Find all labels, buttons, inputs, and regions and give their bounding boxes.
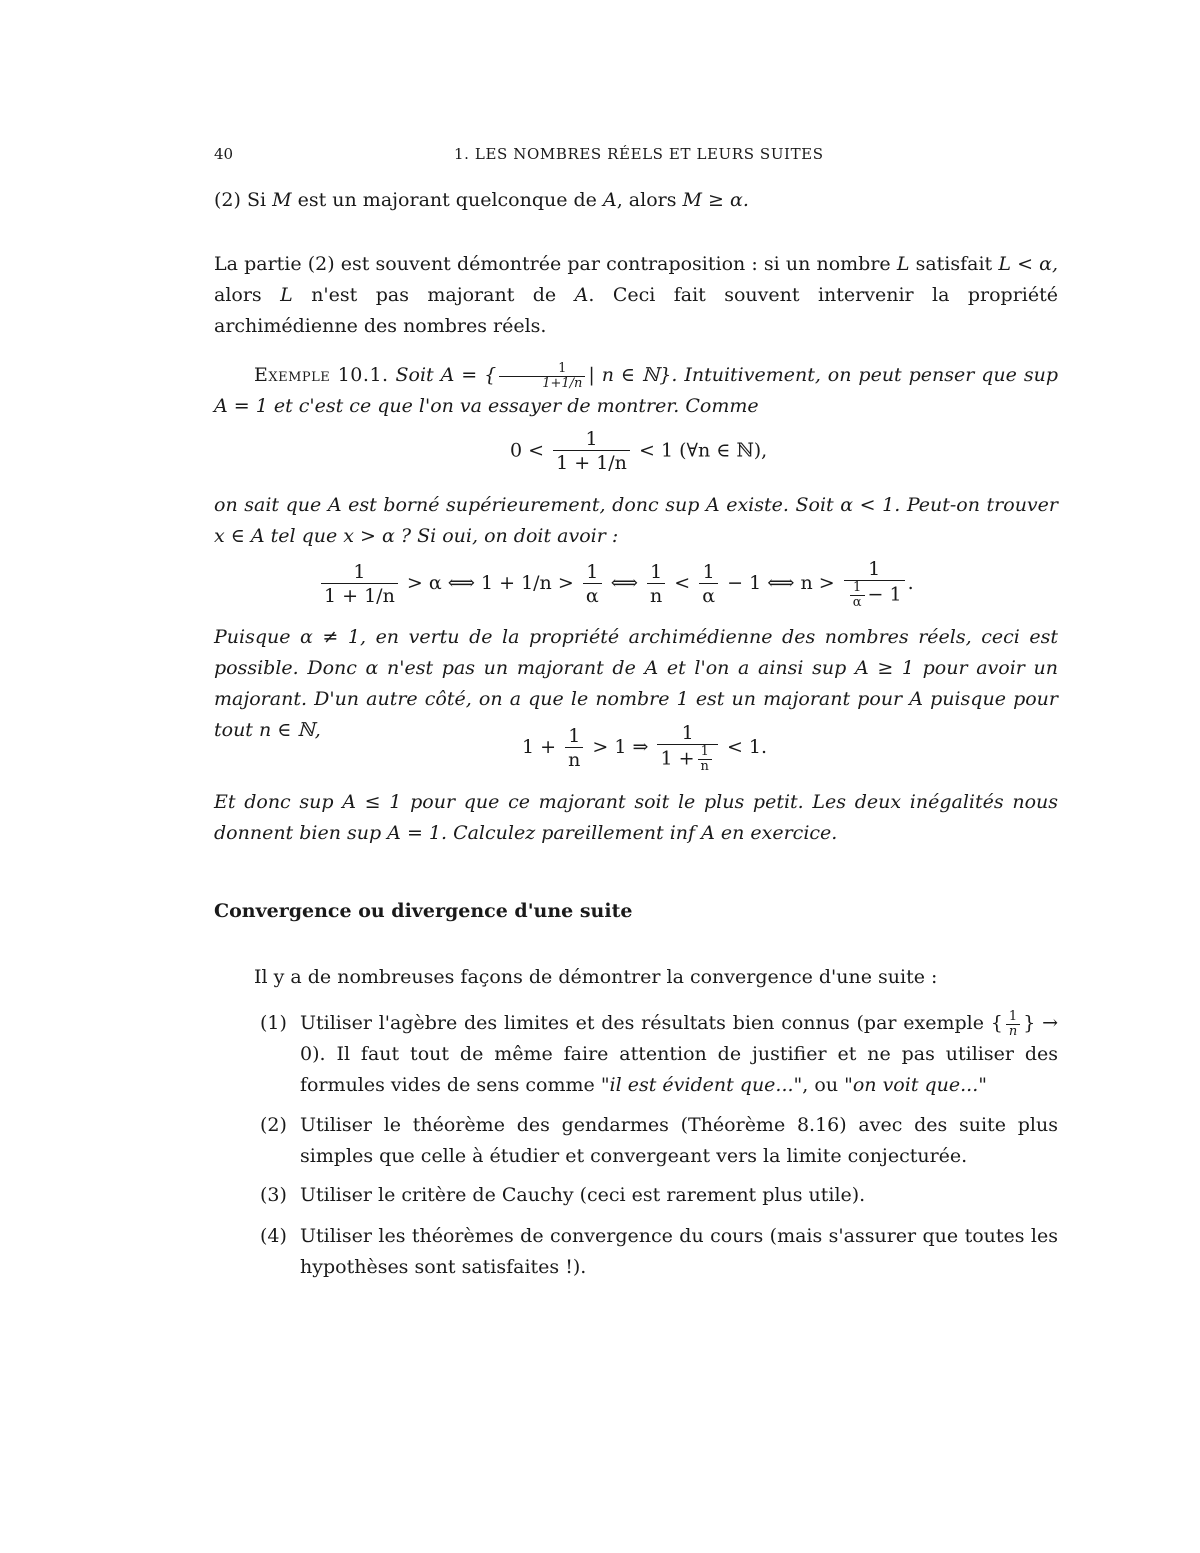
disp2-f1-den: 1 + 1/n xyxy=(321,583,398,608)
math-L: L xyxy=(896,253,910,275)
example-intro xyxy=(214,360,1058,422)
disp2-f5-den-rest: − 1 xyxy=(867,583,902,606)
item1-frac-num: 1 xyxy=(1008,1008,1018,1024)
disp2-f2-num: 1 xyxy=(586,560,599,583)
disp1-numerator: 1 xyxy=(585,428,598,450)
list-item-number: (3) xyxy=(260,1184,287,1206)
para-text-1: La partie (2) est souvent démontrée par contraposition : si un nombre xyxy=(214,253,891,275)
disp3-f2-inner-den: n xyxy=(698,759,712,774)
item1-quote-1: "il est évident que..." xyxy=(600,1074,803,1096)
list-item-text: Utiliser le critère de Cauchy (ceci est rarement plus utile). xyxy=(300,1184,866,1206)
example-text-1: Intuitivement, on peut penser que xyxy=(684,364,1017,386)
disp2-end: . xyxy=(907,572,914,594)
item1-text-a: Utiliser l'agèbre des limites et des résultats bien connus (par exemple { xyxy=(300,1012,1003,1034)
disp2-f4-num: 1 xyxy=(702,560,715,583)
disp3-left: 1 + xyxy=(522,736,557,758)
disp3-right: < 1. xyxy=(726,736,768,758)
disp2-f3-den: n xyxy=(647,583,665,608)
disp2-f3-num: 1 xyxy=(650,560,663,583)
math-inequality: L < α, xyxy=(998,253,1059,275)
list-item xyxy=(214,1008,1058,1101)
disp3-f2-inner-fraction xyxy=(698,745,712,774)
disp2-f5-inner-den: α xyxy=(850,595,865,610)
math-M: M xyxy=(272,189,292,211)
disp3-f2-den-pre: 1 + xyxy=(660,747,695,770)
inline-fraction xyxy=(499,362,585,391)
disp2-f2-den: α xyxy=(583,583,602,608)
disp3-fraction-1 xyxy=(565,725,583,772)
list-item xyxy=(214,1110,1058,1172)
fraction-denominator: 1+1/n xyxy=(499,376,585,391)
item1-frac-den: n xyxy=(1006,1024,1020,1039)
para-text-2: satisfait xyxy=(915,253,993,275)
math-L-2: L xyxy=(280,284,293,306)
running-title: 1. LES NOMBRES RÉELS ET LEURS SUITES xyxy=(454,145,824,163)
disp3-f1-num: 1 xyxy=(568,724,581,747)
list-item xyxy=(214,1221,1058,1283)
disp2-fraction-3 xyxy=(647,561,665,608)
math-A: A xyxy=(602,189,617,211)
math-set-open: A = { xyxy=(440,364,497,386)
disp3-f2-den xyxy=(657,744,717,774)
disp2-s2: ⟺ xyxy=(610,572,638,594)
para-text-3: alors xyxy=(214,284,262,306)
item1-fraction xyxy=(1006,1010,1020,1039)
fraction-numerator: 1 xyxy=(558,360,567,376)
paragraph-contraposition xyxy=(214,249,1058,342)
item1-quote-2: "on voit que..." xyxy=(844,1074,987,1096)
example-label: Exemple 10.1. xyxy=(254,364,389,386)
list-item-text: Utiliser le théorème des gendarmes (Théorème 8.16) avec des suite plus simples que celle à étudier et convergeant vers la limite conjecturée. xyxy=(300,1114,1058,1167)
list-item xyxy=(214,1180,1058,1211)
item-2-line xyxy=(214,185,749,216)
list-item-number: (4) xyxy=(260,1225,287,1247)
disp3-f1-den: n xyxy=(565,747,583,772)
disp2-fraction-2 xyxy=(583,561,602,608)
disp3-mid: > 1 ⇒ xyxy=(592,736,649,758)
disp1-left: 0 < xyxy=(510,439,545,462)
disp1-fraction xyxy=(553,428,630,475)
item-2-label: (2) xyxy=(214,189,241,211)
disp2-fraction-4 xyxy=(699,561,718,608)
disp3-fraction-2 xyxy=(657,722,717,774)
disp3-f2-inner-num: 1 xyxy=(700,744,709,759)
example-text-5: Et donc sup A ≤ 1 pour que ce majorant soit le plus petit. Les deux inégalités nous donnent bien sup A = 1. Calculez pareillement inf A en exercice. xyxy=(214,791,1058,844)
section-intro: Il y a de nombreuses façons de démontrer la convergence d'une suite : xyxy=(254,966,938,988)
math-relation: M ≥ α. xyxy=(682,189,749,211)
item1-text-b: } → 0). Il faut tout de même faire attention de justifier et ne pas utiliser des formules vides de sens comme xyxy=(300,1012,1058,1096)
display-equation-2 xyxy=(318,558,914,610)
disp2-s1: > α ⟺ 1 + 1/n > xyxy=(406,572,574,594)
example-text-4: Puisque α ≠ 1, en vertu de la propriété archimédienne des nombres réels, ceci est possible. Donc α n'est pas un majorant de A et l'on a ainsi sup A ≥ 1 pour avoir un majorant. D'un autre côté, on a que le nombre 1 est un majorant pour A puisque pour tout n ∈ ℕ, xyxy=(214,626,1058,741)
section-title: Convergence ou divergence d'une suite xyxy=(214,900,633,922)
math-A-2: A xyxy=(574,284,589,306)
disp2-fraction-1 xyxy=(321,561,398,608)
disp1-denominator: 1 + 1/n xyxy=(553,450,630,475)
list-item-text: Utiliser les théorèmes de convergence du cours (mais s'assurer que toutes les hypothèses sont satisfaites !). xyxy=(300,1225,1058,1278)
page-number: 40 xyxy=(214,145,234,163)
display-equation-1 xyxy=(510,428,767,475)
list-item-text xyxy=(300,1008,1058,1101)
math-sup-eq: sup A = 1 xyxy=(214,364,1059,417)
para-text-5: . Ceci fait souvent intervenir la propriété archimédienne des nombres réels. xyxy=(214,284,1058,337)
item-2-text-a: Si xyxy=(246,189,267,211)
disp3-f2-num: 1 xyxy=(681,722,694,744)
disp2-s4: − 1 ⟺ n > xyxy=(727,572,835,594)
list-item-number: (2) xyxy=(260,1114,287,1136)
item-2-text-b: est un majorant quelconque de xyxy=(297,189,597,211)
disp2-f5-num: 1 xyxy=(868,558,881,580)
disp2-f5-inner-num: 1 xyxy=(853,580,862,595)
disp2-f5-den xyxy=(844,580,905,610)
para-text-4: n'est pas majorant de xyxy=(311,284,557,306)
example-soit: Soit xyxy=(395,364,434,386)
item1-text-c: , ou xyxy=(802,1074,839,1096)
list-item-number: (1) xyxy=(260,1012,287,1034)
disp1-right: < 1 (∀n ∈ ℕ), xyxy=(638,439,768,462)
disp2-f1-num: 1 xyxy=(353,560,366,583)
item-2-text-c: , alors xyxy=(616,189,677,211)
disp2-f5-inner-fraction xyxy=(850,581,865,610)
math-set-close: | n ∈ ℕ}. xyxy=(588,364,678,386)
disp2-s3: < xyxy=(674,572,691,594)
disp2-f4-den: α xyxy=(699,583,718,608)
example-text-2: et c'est ce que l'on va essayer de montrer. Comme xyxy=(273,395,759,417)
example-text-3: on sait que A est borné supérieurement, donc sup A existe. Soit α < 1. Peut-on trouver x ∈ A tel que x > α ? Si oui, on doit avoir : xyxy=(214,494,1058,547)
disp2-fraction-5 xyxy=(844,558,905,610)
display-equation-3 xyxy=(522,722,767,774)
